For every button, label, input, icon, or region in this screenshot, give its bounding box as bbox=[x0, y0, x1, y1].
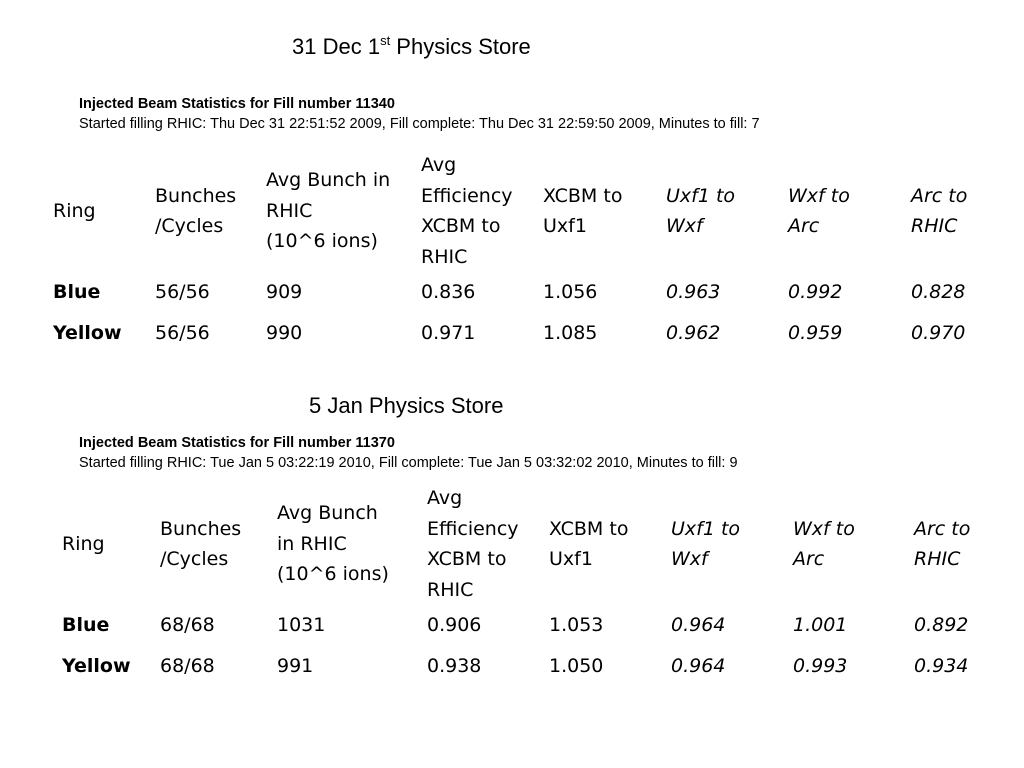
table-row-yellow bbox=[62, 646, 996, 687]
header-avg-efficiency: Avg Efficiency XCBM to RHIC bbox=[427, 487, 519, 601]
store-1-title: 31 Dec 1st Physics Store bbox=[292, 33, 531, 59]
xcbm-uxf1: 1.056 bbox=[543, 281, 598, 304]
table-header-row bbox=[62, 483, 996, 605]
avg-bunch: 909 bbox=[266, 281, 303, 304]
header-uxf1-wxf: Uxf1 to Wxf bbox=[666, 184, 736, 237]
stats-header: Injected Beam Statistics for Fill number 11370 bbox=[79, 435, 395, 451]
header-ring: Ring bbox=[53, 199, 96, 222]
header-avg-bunch: Avg Bunch in RHIC (10^6 ions) bbox=[277, 502, 389, 586]
avg-efficiency: 0.938 bbox=[427, 655, 482, 678]
header-bunches-cycles: Bunches /Cycles bbox=[155, 184, 237, 237]
table-row-yellow bbox=[53, 313, 993, 354]
wxf-arc: 1.001 bbox=[793, 614, 848, 637]
header-arc-rhic: Arc to RHIC bbox=[911, 184, 968, 237]
table-row-blue bbox=[62, 605, 996, 646]
stats-line: Started filling RHIC: Tue Jan 5 03:22:19 2010, Fill complete: Tue Jan 5 03:32:02 2010, Minutes to fill: 9 bbox=[79, 455, 738, 471]
bunches-cycles: 56/56 bbox=[155, 322, 210, 345]
header-bunches-cycles: Bunches /Cycles bbox=[160, 517, 242, 570]
stats-header: Injected Beam Statistics for Fill number 11340 bbox=[79, 96, 395, 112]
bunches-cycles: 56/56 bbox=[155, 281, 210, 304]
arc-rhic: 0.828 bbox=[911, 281, 966, 304]
header-ring: Ring bbox=[62, 532, 105, 555]
avg-bunch: 990 bbox=[266, 322, 303, 345]
table-header-row bbox=[53, 150, 993, 272]
ring-name: Yellow bbox=[62, 655, 131, 678]
arc-rhic: 0.970 bbox=[911, 322, 966, 345]
avg-bunch: 1031 bbox=[277, 614, 326, 637]
avg-bunch: 991 bbox=[277, 655, 314, 678]
ring-name: Blue bbox=[62, 614, 110, 637]
store-2-fill-stats bbox=[79, 433, 738, 473]
store-2-beam-table bbox=[62, 483, 996, 687]
avg-efficiency: 0.836 bbox=[421, 281, 476, 304]
bunches-cycles: 68/68 bbox=[160, 655, 215, 678]
header-avg-efficiency: Avg Efficiency XCBM to RHIC bbox=[421, 154, 513, 268]
header-wxf-arc: Wxf to Arc bbox=[788, 184, 850, 237]
wxf-arc: 0.993 bbox=[793, 655, 848, 678]
uxf1-wxf: 0.964 bbox=[671, 614, 726, 637]
wxf-arc: 0.992 bbox=[788, 281, 843, 304]
uxf1-wxf: 0.964 bbox=[671, 655, 726, 678]
uxf1-wxf: 0.963 bbox=[666, 281, 721, 304]
bunches-cycles: 68/68 bbox=[160, 614, 215, 637]
header-wxf-arc: Wxf to Arc bbox=[793, 517, 855, 570]
store-2-title: 5 Jan Physics Store bbox=[309, 393, 504, 418]
header-uxf1-wxf: Uxf1 to Wxf bbox=[671, 517, 741, 570]
store-1-beam-table bbox=[53, 150, 993, 354]
header-avg-bunch: Avg Bunch in RHIC (10^6 ions) bbox=[266, 169, 391, 253]
avg-efficiency: 0.906 bbox=[427, 614, 482, 637]
avg-efficiency: 0.971 bbox=[421, 322, 476, 345]
xcbm-uxf1: 1.053 bbox=[549, 614, 604, 637]
store-1-fill-stats bbox=[79, 94, 760, 134]
ring-name: Yellow bbox=[53, 322, 122, 345]
xcbm-uxf1: 1.050 bbox=[549, 655, 604, 678]
header-xcbm-uxf1: XCBM to Uxf1 bbox=[543, 184, 623, 237]
ring-name: Blue bbox=[53, 281, 101, 304]
header-arc-rhic: Arc to RHIC bbox=[914, 517, 971, 570]
table-row-blue bbox=[53, 272, 993, 313]
header-xcbm-uxf1: XCBM to Uxf1 bbox=[549, 517, 629, 570]
arc-rhic: 0.934 bbox=[914, 655, 969, 678]
xcbm-uxf1: 1.085 bbox=[543, 322, 598, 345]
uxf1-wxf: 0.962 bbox=[666, 322, 721, 345]
wxf-arc: 0.959 bbox=[788, 322, 843, 345]
arc-rhic: 0.892 bbox=[914, 614, 969, 637]
stats-line: Started filling RHIC: Thu Dec 31 22:51:52 2009, Fill complete: Thu Dec 31 22:59:50 2009, Minutes to fill: 7 bbox=[79, 116, 760, 132]
